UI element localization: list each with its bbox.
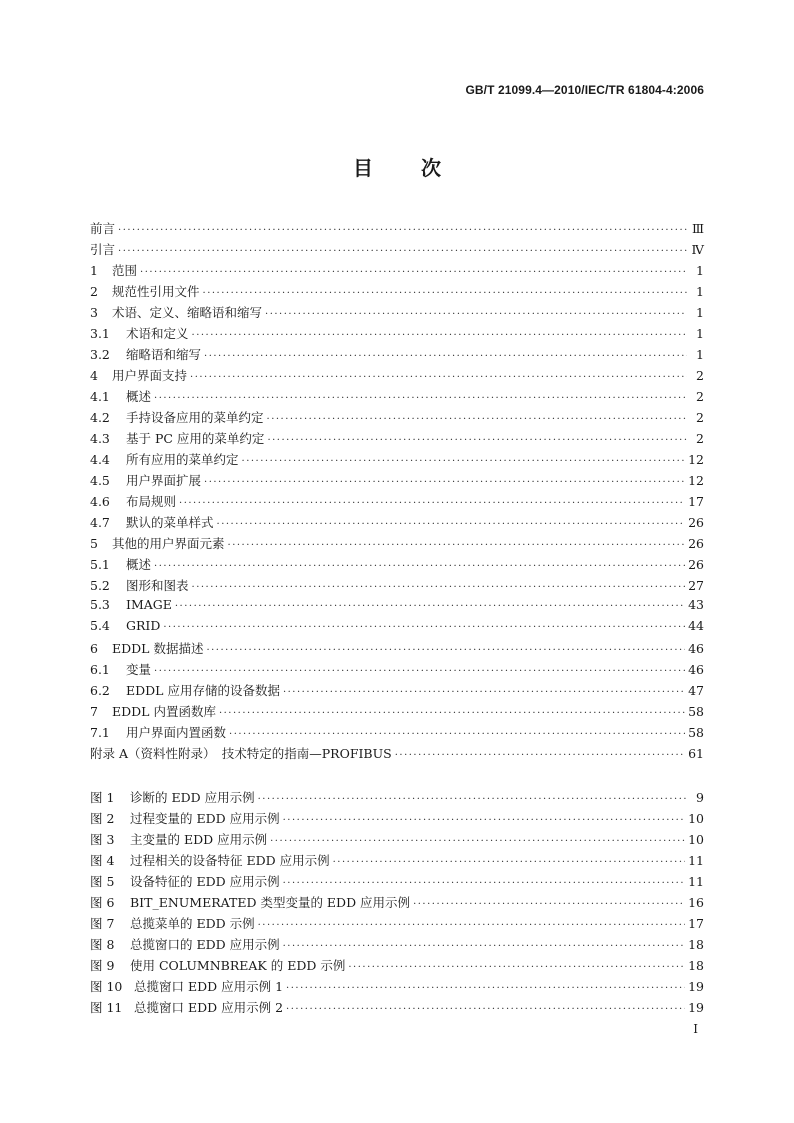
toc-entry-page: 43 <box>688 597 704 612</box>
toc-entry-page: 2 <box>696 368 704 383</box>
toc-entry-page: 26 <box>688 515 704 530</box>
dot-leader <box>270 836 685 847</box>
standard-number-header: GB/T 21099.4—2010/IEC/TR 61804-4:2006 <box>465 83 704 97</box>
figure-entry-label: 设备特征的 EDD 应用示例 <box>130 874 280 889</box>
toc-entry-number: 4.1 <box>90 389 110 404</box>
dot-leader <box>154 561 685 572</box>
dot-leader <box>140 267 687 278</box>
figure-entry-number: 图 10 <box>90 979 123 994</box>
toc-entry-label: 用户界面内置函数 <box>126 725 227 740</box>
toc-entry-page: 1 <box>696 347 704 362</box>
toc-entry-number: 6.1 <box>90 662 110 677</box>
figure-entry-label: 总揽窗口的 EDD 应用示例 <box>130 937 280 952</box>
table-of-contents <box>90 219 704 765</box>
dot-leader <box>228 540 686 551</box>
toc-entry-page: 2 <box>696 389 704 404</box>
list-of-figures <box>90 788 704 1019</box>
toc-entry-label: 手持设备应用的菜单约定 <box>126 410 264 425</box>
toc-entry-number: 4.7 <box>90 515 110 530</box>
dot-leader <box>286 1004 685 1015</box>
toc-entry-number: 3 <box>90 305 98 320</box>
toc-entry-page: 58 <box>688 704 704 719</box>
dot-leader <box>283 687 685 698</box>
figure-entry-number: 图 2 <box>90 811 115 826</box>
toc-entry[interactable] <box>90 597 704 618</box>
dot-leader <box>192 330 687 341</box>
figure-entry-number: 图 6 <box>90 895 115 910</box>
toc-entry-label: GRID <box>126 618 161 633</box>
toc-entry-label: 图形和图表 <box>126 578 189 593</box>
toc-entry-number: 6 <box>90 641 98 656</box>
figure-entry[interactable] <box>90 935 704 956</box>
figure-entry-label: 过程变量的 EDD 应用示例 <box>130 811 280 826</box>
dot-leader <box>154 393 687 404</box>
toc-entry[interactable] <box>90 576 704 597</box>
toc-entry-number: 2 <box>90 284 98 299</box>
toc-entry[interactable] <box>90 744 704 765</box>
title-char-1: 目 <box>353 156 373 180</box>
figure-entry-page: 10 <box>688 811 704 826</box>
dot-leader <box>192 582 686 593</box>
toc-entry-number: 7.1 <box>90 725 110 740</box>
page-title <box>0 152 794 181</box>
toc-entry[interactable] <box>90 555 704 576</box>
toc-entry[interactable] <box>90 471 704 492</box>
figure-entry-number: 图 5 <box>90 874 115 889</box>
toc-entry-label: 术语、定义、缩略语和缩写 <box>112 305 263 320</box>
figure-entry-page: 11 <box>688 853 704 868</box>
toc-entry-label: 布局规则 <box>126 494 177 509</box>
page-number: I <box>693 1022 698 1036</box>
toc-entry[interactable] <box>90 303 704 324</box>
toc-entry-label: 概述 <box>126 557 152 572</box>
toc-entry[interactable] <box>90 639 704 660</box>
toc-entry-label: 用户界面支持 <box>112 368 188 383</box>
toc-entry-number: 4.6 <box>90 494 110 509</box>
dot-leader <box>175 601 685 612</box>
toc-entry[interactable] <box>90 324 704 345</box>
dot-leader <box>348 962 685 973</box>
figure-entry-page: 16 <box>688 895 704 910</box>
figure-entry-label: 使用 COLUMNBREAK 的 EDD 示例 <box>130 958 346 973</box>
toc-entry-label: 附录 A（资料性附录） 技术特定的指南—PROFIBUS <box>90 746 392 761</box>
figure-entry-page: 18 <box>688 937 704 952</box>
dot-leader <box>283 941 685 952</box>
toc-entry[interactable] <box>90 513 704 534</box>
toc-entry[interactable] <box>90 345 704 366</box>
figure-entry-number: 图 3 <box>90 832 115 847</box>
dot-leader <box>267 414 687 425</box>
toc-entry-page: 1 <box>696 326 704 341</box>
figure-entry[interactable] <box>90 977 704 998</box>
dot-leader <box>267 435 687 446</box>
title-char-2: 次 <box>421 156 441 180</box>
toc-entry-label: EDDL 内置函数库 <box>112 704 216 719</box>
dot-leader <box>190 372 687 383</box>
figure-entry-number: 图 7 <box>90 916 115 931</box>
dot-leader <box>395 750 685 761</box>
toc-entry[interactable] <box>90 681 704 702</box>
toc-entry-page: 61 <box>688 746 704 761</box>
toc-entry-page: 17 <box>688 494 704 509</box>
toc-entry-label: EDDL 数据描述 <box>112 641 204 656</box>
figure-entry-label: 主变量的 EDD 应用示例 <box>130 832 268 847</box>
dot-leader <box>206 645 685 656</box>
dot-leader <box>219 708 685 719</box>
toc-entry-label: 基于 PC 应用的菜单约定 <box>126 431 265 446</box>
figure-entry-number: 图 8 <box>90 937 115 952</box>
dot-leader <box>333 857 685 868</box>
toc-entry-number: 3.1 <box>90 326 110 341</box>
toc-entry[interactable] <box>90 366 704 387</box>
figure-entry-number: 图 11 <box>90 1000 123 1015</box>
toc-entry-number: 4.3 <box>90 431 110 446</box>
toc-entry-label: EDDL 应用存储的设备数据 <box>126 683 280 698</box>
toc-entry-number: 5.3 <box>90 597 110 612</box>
figure-entry-label: 总揽窗口 EDD 应用示例 2 <box>134 1000 284 1015</box>
toc-entry-label: IMAGE <box>126 597 172 612</box>
figure-entry-page: 18 <box>688 958 704 973</box>
toc-entry-page: 47 <box>688 683 704 698</box>
dot-leader <box>204 477 685 488</box>
dot-leader <box>118 246 687 257</box>
figure-entry-number: 图 9 <box>90 958 115 973</box>
figure-entry-page: 19 <box>688 979 704 994</box>
toc-entry-page: 27 <box>688 578 704 593</box>
dot-leader <box>258 794 687 805</box>
dot-leader <box>154 666 685 677</box>
dot-leader <box>203 288 687 299</box>
toc-entry-page: 44 <box>688 618 704 633</box>
dot-leader <box>163 622 685 633</box>
toc-entry[interactable] <box>90 534 704 555</box>
figure-entry-label: 总揽菜单的 EDD 示例 <box>130 916 255 931</box>
toc-entry-page: 46 <box>688 641 704 656</box>
toc-entry[interactable] <box>90 219 704 240</box>
toc-entry-page: 26 <box>688 536 704 551</box>
dot-leader <box>286 983 685 994</box>
dot-leader <box>229 729 685 740</box>
toc-entry-number: 5.2 <box>90 578 110 593</box>
figure-entry-page: 19 <box>688 1000 704 1015</box>
figure-entry-label: 诊断的 EDD 应用示例 <box>130 790 255 805</box>
toc-entry-label: 变量 <box>126 662 152 677</box>
dot-leader <box>283 878 685 889</box>
toc-entry-number: 4 <box>90 368 98 383</box>
figure-entry-page: 11 <box>688 874 704 889</box>
toc-entry-label: 其他的用户界面元素 <box>112 536 225 551</box>
figure-entry[interactable] <box>90 998 704 1019</box>
toc-entry[interactable] <box>90 261 704 282</box>
toc-entry-label: 用户界面扩展 <box>126 473 202 488</box>
toc-entry[interactable] <box>90 282 704 303</box>
figure-entry[interactable] <box>90 851 704 872</box>
dot-leader <box>413 899 685 910</box>
toc-entry-number: 6.2 <box>90 683 110 698</box>
toc-entry-number: 7 <box>90 704 98 719</box>
toc-entry-page: 1 <box>696 284 704 299</box>
toc-entry-number: 4.4 <box>90 452 110 467</box>
toc-entry-label: 所有应用的菜单约定 <box>126 452 239 467</box>
toc-entry-label: 默认的菜单样式 <box>126 515 214 530</box>
toc-entry-label: 概述 <box>126 389 152 404</box>
figure-entry[interactable] <box>90 809 704 830</box>
toc-entry-page: 26 <box>688 557 704 572</box>
dot-leader <box>179 498 685 509</box>
toc-entry-page: 46 <box>688 662 704 677</box>
toc-entry-label: 前言 <box>90 221 116 236</box>
toc-entry-number: 4.2 <box>90 410 110 425</box>
figure-entry-label: 过程相关的设备特征 EDD 应用示例 <box>130 853 330 868</box>
toc-entry-number: 5 <box>90 536 98 551</box>
toc-entry-number: 5.4 <box>90 618 110 633</box>
toc-entry-number: 4.5 <box>90 473 110 488</box>
dot-leader <box>258 920 685 931</box>
toc-entry-label: 术语和定义 <box>126 326 189 341</box>
toc-entry-label: 范围 <box>112 263 138 278</box>
figure-entry[interactable] <box>90 788 704 809</box>
figure-entry[interactable] <box>90 914 704 935</box>
figure-entry[interactable] <box>90 872 704 893</box>
figure-entry-label: 总揽窗口 EDD 应用示例 1 <box>134 979 284 994</box>
toc-entry[interactable] <box>90 492 704 513</box>
toc-entry-page: 58 <box>688 725 704 740</box>
toc-entry-page: Ⅳ <box>691 242 704 257</box>
toc-entry-number: 3.2 <box>90 347 110 362</box>
toc-entry-label: 缩略语和缩写 <box>126 347 202 362</box>
toc-entry-page: 12 <box>688 452 704 467</box>
toc-entry-label: 引言 <box>90 242 116 257</box>
toc-entry[interactable] <box>90 408 704 429</box>
toc-entry-page: Ⅲ <box>691 221 704 236</box>
figure-entry[interactable] <box>90 956 704 977</box>
toc-entry[interactable] <box>90 723 704 744</box>
toc-entry[interactable] <box>90 240 704 261</box>
figure-entry-number: 图 4 <box>90 853 115 868</box>
toc-entry-page: 12 <box>688 473 704 488</box>
toc-entry[interactable] <box>90 429 704 450</box>
figure-entry[interactable] <box>90 830 704 851</box>
dot-leader <box>204 351 687 362</box>
dot-leader <box>283 815 685 826</box>
figure-entry-page: 10 <box>688 832 704 847</box>
toc-entry[interactable] <box>90 702 704 723</box>
toc-entry-page: 1 <box>696 263 704 278</box>
toc-entry[interactable] <box>90 387 704 408</box>
toc-entry[interactable] <box>90 660 704 681</box>
toc-entry[interactable] <box>90 450 704 471</box>
toc-entry-page: 2 <box>696 410 704 425</box>
dot-leader <box>118 225 687 236</box>
toc-entry-number: 5.1 <box>90 557 110 572</box>
toc-entry-page: 1 <box>696 305 704 320</box>
dot-leader <box>217 519 686 530</box>
toc-entry[interactable] <box>90 618 704 639</box>
toc-entry-page: 2 <box>696 431 704 446</box>
figure-entry-label: BIT_ENUMERATED 类型变量的 EDD 应用示例 <box>130 895 411 910</box>
dot-leader <box>242 456 686 467</box>
toc-entry-number: 1 <box>90 263 98 278</box>
toc-entry-label: 规范性引用文件 <box>112 284 200 299</box>
dot-leader <box>265 309 687 320</box>
figure-entry-page: 9 <box>696 790 704 805</box>
figure-entry-number: 图 1 <box>90 790 115 805</box>
figure-entry[interactable] <box>90 893 704 914</box>
figure-entry-page: 17 <box>688 916 704 931</box>
